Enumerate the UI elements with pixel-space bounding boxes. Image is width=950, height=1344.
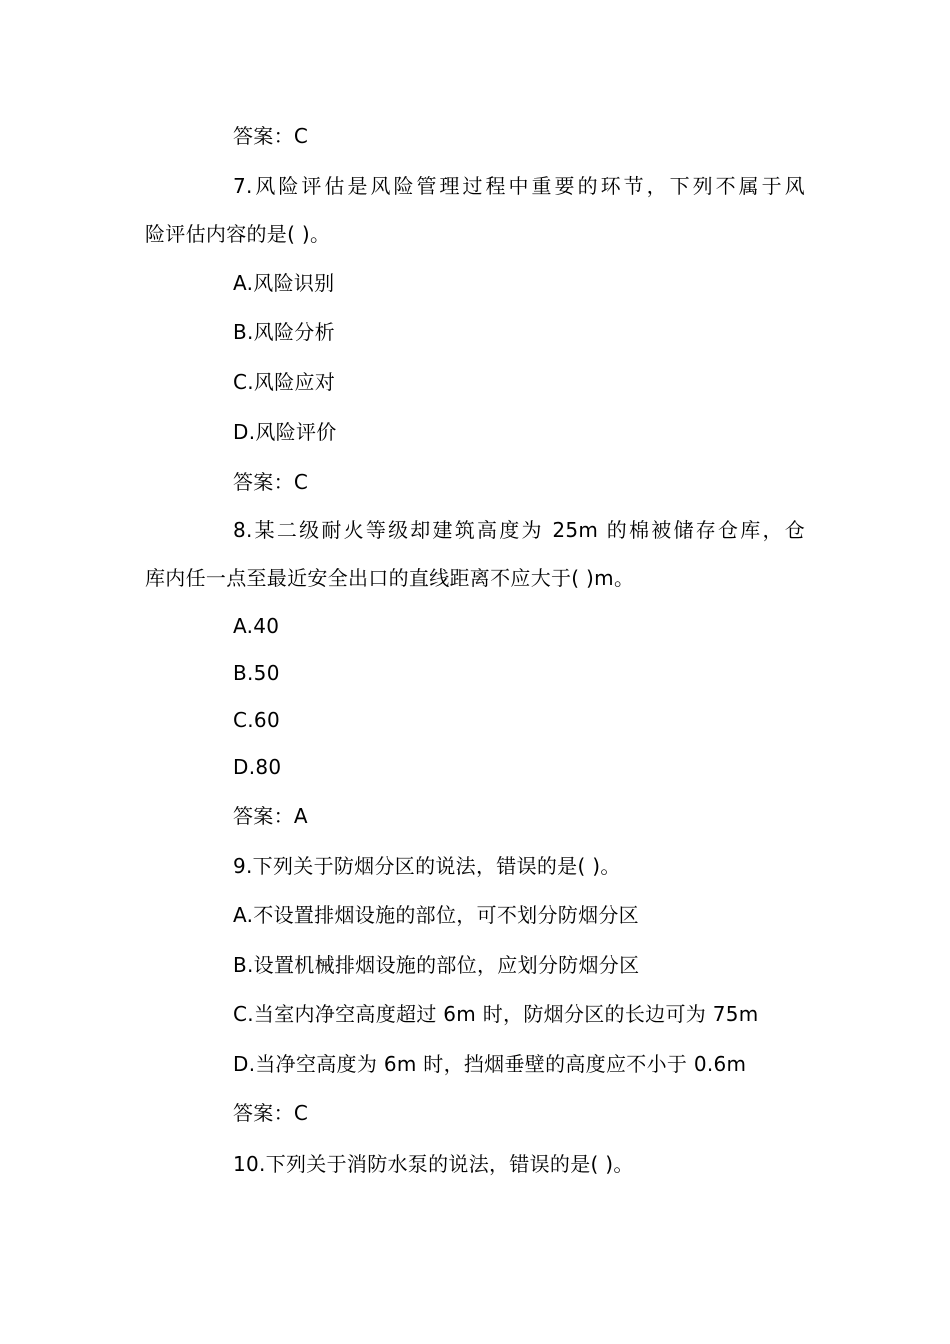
option-7a: A.风险识别 — [233, 271, 335, 295]
option-9c: C.当室内净空高度超过 6m 时，防烟分区的长边可为 75m — [233, 1002, 759, 1026]
question-8-line-2: 库内任一点至最近安全出口的直线距离不应大于( )m。 — [145, 566, 635, 590]
question-7-line-2: 险评估内容的是( )。 — [145, 222, 331, 246]
option-9a: A.不设置排烟设施的部位，可不划分防烟分区 — [233, 903, 639, 927]
answer-q9: 答案：C — [233, 1101, 309, 1125]
option-7b: B.风险分析 — [233, 320, 335, 344]
answer-q8: 答案：A — [233, 804, 308, 828]
option-8a: A.40 — [233, 614, 280, 638]
answer-q7: 答案：C — [233, 470, 309, 494]
option-7d: D.风险评价 — [233, 420, 337, 444]
option-9d: D.当净空高度为 6m 时，挡烟垂壁的高度应不小于 0.6m — [233, 1052, 747, 1076]
option-8b: B.50 — [233, 661, 280, 685]
question-7-line-1: 7.风险评估是风险管理过程中重要的环节，下列不属于风 — [233, 174, 805, 198]
option-8d: D.80 — [233, 755, 282, 779]
question-8-line-1: 8.某二级耐火等级却建筑高度为 25m 的棉被储存仓库，仓 — [233, 518, 805, 542]
question-9: 9.下列关于防烟分区的说法，错误的是( )。 — [233, 854, 621, 878]
answer-q6: 答案：C — [233, 124, 309, 148]
question-10: 10.下列关于消防水泵的说法，错误的是( )。 — [233, 1152, 634, 1176]
option-8c: C.60 — [233, 708, 280, 732]
option-9b: B.设置机械排烟设施的部位，应划分防烟分区 — [233, 953, 640, 977]
option-7c: C.风险应对 — [233, 370, 336, 394]
